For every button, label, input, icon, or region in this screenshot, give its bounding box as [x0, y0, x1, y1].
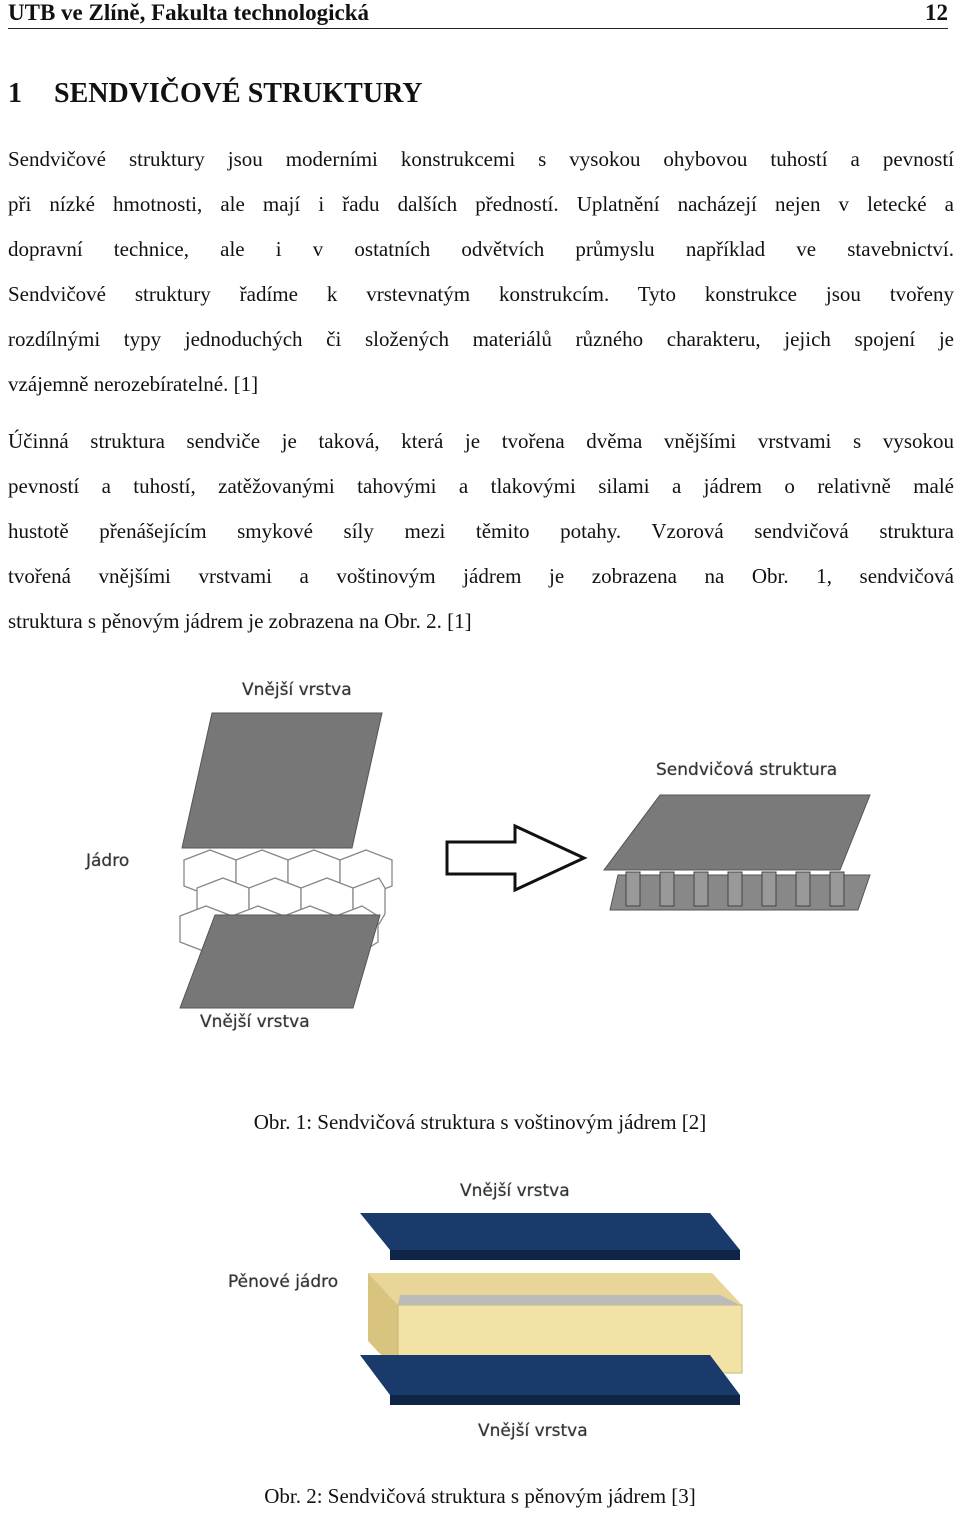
paragraph-1: [8, 137, 954, 407]
paragraph-line: pevností a tuhostí, zatěžovanými tahovými a tlakovými silami a jádrem o relativně malé: [8, 474, 954, 498]
figure-1-caption: Obr. 1: Sendvičová struktura s voštinovým jádrem [2]: [253, 1110, 707, 1134]
figure-1-label-result: Sendvičová struktura: [656, 760, 838, 780]
paragraph-line: hustotě přenášejícím smykové síly mezi těmito potahy. Vzorová sendvičová struktura: [8, 519, 954, 543]
paragraph-line: dopravní technice, ale i v ostatních odvětvích průmyslu například ve stavebnictví.: [8, 237, 954, 261]
figure-2-label-bottom: Vnější vrstva: [478, 1421, 588, 1441]
sandwich-structure-shape: [604, 795, 870, 910]
paragraph-line: Sendvičové struktury řadíme k vrstevnatým konstrukcím. Tyto konstrukce jsou tvořeny: [8, 282, 954, 306]
figure-1-diagram: [0, 660, 960, 1060]
paragraph-2: [8, 419, 954, 644]
top-skin-shape: [360, 1213, 740, 1250]
figure-1-label-top: Vnější vrstva: [242, 680, 352, 700]
figure-1-label-bottom: Vnější vrstva: [200, 1012, 310, 1032]
figure-2-label-top: Vnější vrstva: [460, 1181, 570, 1201]
arrow-shape: [447, 826, 584, 890]
figure-2-caption: Obr. 2: Sendvičová struktura s pěnovým jádrem [3]: [264, 1484, 696, 1508]
chapter-heading: [8, 78, 423, 110]
bottom-skin-shape: [360, 1355, 740, 1395]
paragraph-line: Účinná struktura sendviče je taková, která je tvořena dvěma vnějšími vrstvami s vysokou: [8, 429, 954, 453]
header-title: UTB ve Zlíně, Fakulta technologická: [8, 0, 369, 25]
figure-2-label-core: Pěnové jádro: [228, 1272, 339, 1292]
paragraph-line: struktura s pěnovým jádrem je zobrazena na Obr. 2. [1]: [8, 609, 472, 633]
paragraph-line: při nízké hmotnosti, ale mají i řadu dalších předností. Uplatnění nacházejí nejen v letecké a: [8, 192, 954, 216]
figure-1-label-core: Jádro: [86, 851, 130, 871]
paragraph-line: vzájemně nerozebíratelné. [1]: [8, 372, 259, 396]
chapter-title: SENDVIČOVÉ STRUKTURY: [54, 78, 423, 109]
paragraph-line: tvořená vnějšími vrstvami a voštinovým jádrem je zobrazena na Obr. 1, sendvičová: [8, 564, 954, 588]
top-skin-shape: [182, 713, 382, 848]
paragraph-line: Sendvičové struktury jsou moderními konstrukcemi s vysokou ohybovou tuhostí a pevností: [8, 147, 954, 171]
figure-2-diagram: [0, 1195, 960, 1445]
chapter-number: 1: [8, 78, 22, 109]
paragraph-line: rozdílnými typy jednoduchých či složených materiálů různého charakteru, jejich spojení je: [8, 327, 954, 351]
page-number: 12: [925, 0, 948, 25]
page-header: [8, 0, 948, 29]
bottom-skin-shape: [180, 915, 380, 1008]
